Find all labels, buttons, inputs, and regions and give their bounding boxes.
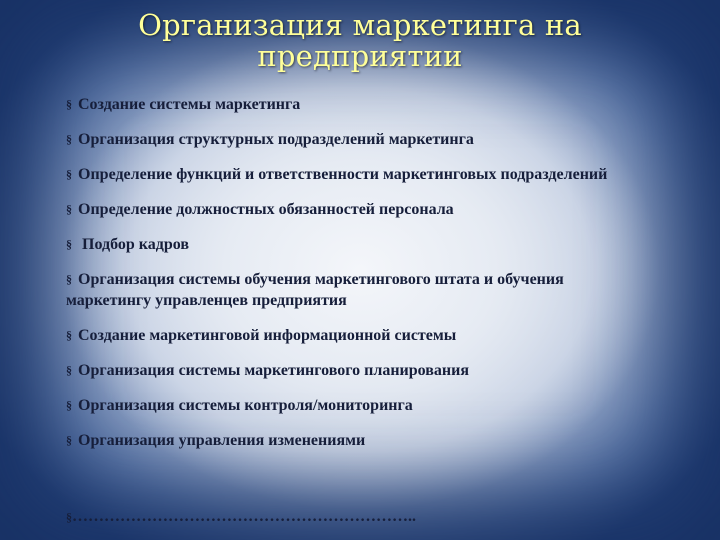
bullet-icon: § xyxy=(66,167,72,181)
bullet-icon: § xyxy=(66,433,72,447)
list-item-ellipsis xyxy=(66,508,416,526)
bullet-icon: § xyxy=(66,132,72,146)
list-item xyxy=(66,395,626,416)
list-item xyxy=(66,325,626,346)
list-item-text: Организация структурных подразделений маркетинга xyxy=(78,131,474,148)
list-item xyxy=(66,94,626,115)
list-item-text: ……………………………………………………….. xyxy=(72,508,416,525)
bullet-icon: § xyxy=(66,272,72,286)
bullet-icon: § xyxy=(66,398,72,412)
list-item xyxy=(66,164,626,185)
bullet-icon: § xyxy=(66,237,72,251)
bullet-icon: § xyxy=(66,97,72,111)
list-item xyxy=(66,360,626,381)
bullet-icon: § xyxy=(66,202,72,216)
list-item xyxy=(66,129,626,150)
slide-title-line-2: предприятии xyxy=(257,39,463,73)
list-item xyxy=(66,199,626,220)
list-item-text: Создание маркетинговой информационной системы xyxy=(78,327,457,344)
slide-title xyxy=(0,10,720,72)
list-item-text: Организация системы маркетингового планирования xyxy=(78,362,469,379)
slide-title-line-1: Организация маркетинга на xyxy=(138,8,582,42)
bullet-icon: § xyxy=(66,363,72,377)
list-item-text: Создание системы маркетинга xyxy=(78,96,301,113)
bullet-icon: § xyxy=(66,328,72,342)
list-item-text: Организация системы обучения маркетингового штата и обучения маркетингу управленцев предприятия xyxy=(66,271,564,309)
bullet-list xyxy=(66,94,626,465)
list-item xyxy=(66,430,626,451)
list-item-text: Организация системы контроля/мониторинга xyxy=(78,397,413,414)
list-item xyxy=(66,269,626,311)
list-item-text: Организация управления изменениями xyxy=(78,432,366,449)
bullet-icon: § xyxy=(66,510,72,524)
list-item-text: Определение должностных обязанностей персонала xyxy=(78,201,454,218)
list-item xyxy=(66,234,626,255)
list-item-text: Определение функций и ответственности маркетинговых подразделений xyxy=(78,166,608,183)
list-item-text: Подбор кадров xyxy=(78,236,189,253)
